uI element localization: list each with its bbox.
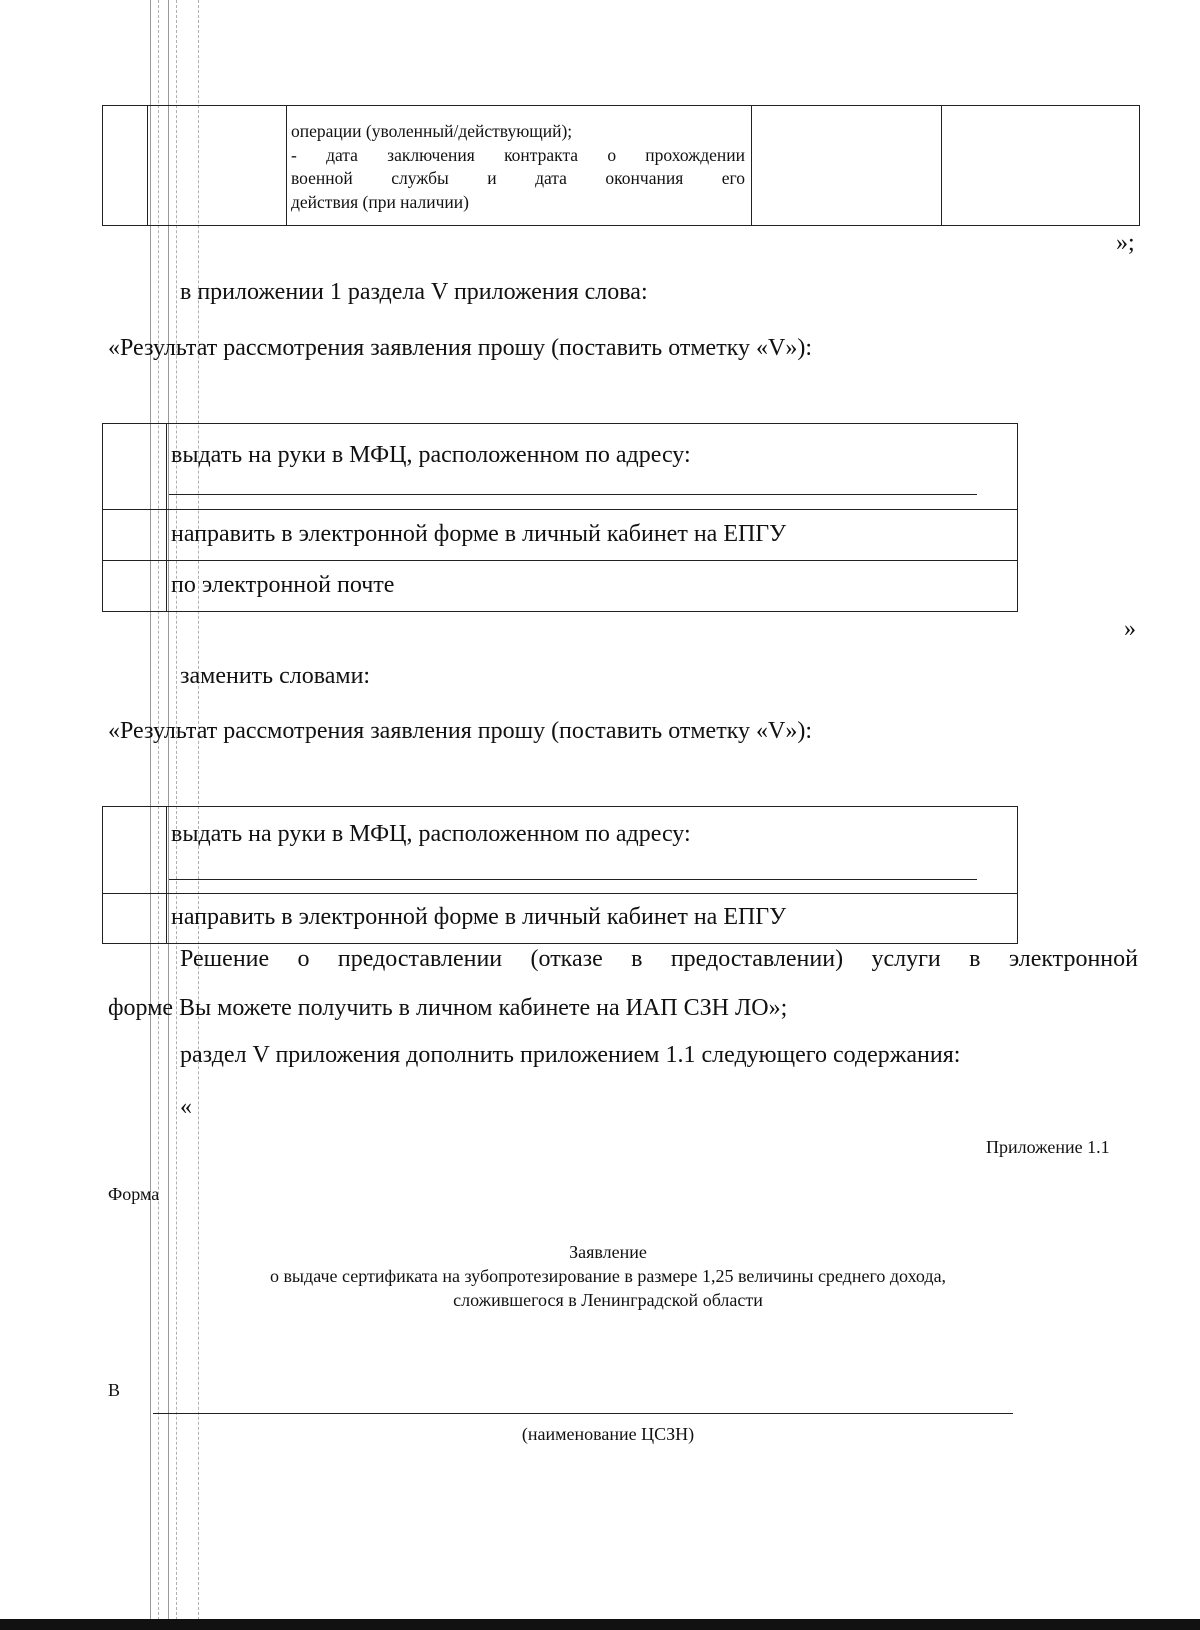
option-row — [103, 807, 1017, 893]
to-label: В — [108, 1380, 121, 1400]
option-row — [103, 424, 1017, 509]
old-options-table — [102, 423, 1018, 612]
cell-line: военной службы и дата окончания его — [291, 168, 745, 188]
result-heading: «Результат рассмотрения заявления прошу (поставить отметку «V»): — [108, 718, 813, 744]
closing-quote: »; — [1116, 230, 1135, 256]
option-checkbox[interactable] — [103, 510, 167, 560]
address-underline — [169, 494, 977, 495]
option-checkbox[interactable] — [103, 424, 167, 509]
top-table-cell-text — [291, 120, 745, 214]
decision-line: Решение о предоставлении (отказе в предоставлении) услуги в электронной — [180, 946, 1138, 972]
new-options-table — [102, 806, 1018, 944]
cell-line: действия (при наличии) — [291, 191, 469, 212]
address-underline — [169, 879, 977, 880]
open-quote: « — [180, 1094, 192, 1120]
option-checkbox[interactable] — [103, 807, 167, 893]
option-row — [103, 560, 1017, 611]
cell-line: операции (уволенный/действующий); — [291, 121, 573, 141]
decision-line: форме Вы можете получить в личном кабинете на ИАП СЗН ЛО»; — [108, 995, 788, 1021]
option-label: направить в электронной форме в личный кабинет на ЕПГУ — [171, 521, 787, 547]
option-label: направить в электронной форме в личный кабинет на ЕПГУ — [171, 904, 787, 930]
org-name-field[interactable] — [153, 1413, 1013, 1414]
application-title: Заявление — [569, 1242, 647, 1262]
option-label: по электронной почте — [171, 572, 395, 598]
paragraph-old-intro: в приложении 1 раздела V приложения слова: — [180, 279, 648, 305]
result-heading: «Результат рассмотрения заявления прошу (поставить отметку «V»): — [108, 335, 813, 361]
option-row — [103, 893, 1017, 943]
scan-edge — [0, 1619, 1200, 1630]
option-checkbox[interactable] — [103, 894, 167, 943]
option-label: выдать на руки в МФЦ, расположенном по адресу: — [171, 821, 691, 847]
application-subtitle: сложившегося в Ленинградской области — [453, 1290, 763, 1310]
org-caption: (наименование ЦСЗН) — [521, 1424, 695, 1444]
option-checkbox[interactable] — [103, 561, 167, 611]
appendix-label: Приложение 1.1 — [986, 1137, 1110, 1157]
application-subtitle: о выдаче сертификата на зубопротезирование в размере 1,25 величины среднего дохода, — [269, 1266, 947, 1286]
option-row — [103, 509, 1017, 560]
paragraph-replace-intro: заменить словами: — [180, 663, 371, 689]
cell-line: - дата заключения контракта о прохождении — [291, 144, 745, 165]
option-label: выдать на руки в МФЦ, расположенном по адресу: — [171, 442, 691, 468]
section-add-paragraph: раздел V приложения дополнить приложением 1.1 следующего содержания: — [180, 1042, 961, 1068]
form-label: Форма — [108, 1184, 160, 1204]
closing-quote: » — [1124, 616, 1136, 642]
